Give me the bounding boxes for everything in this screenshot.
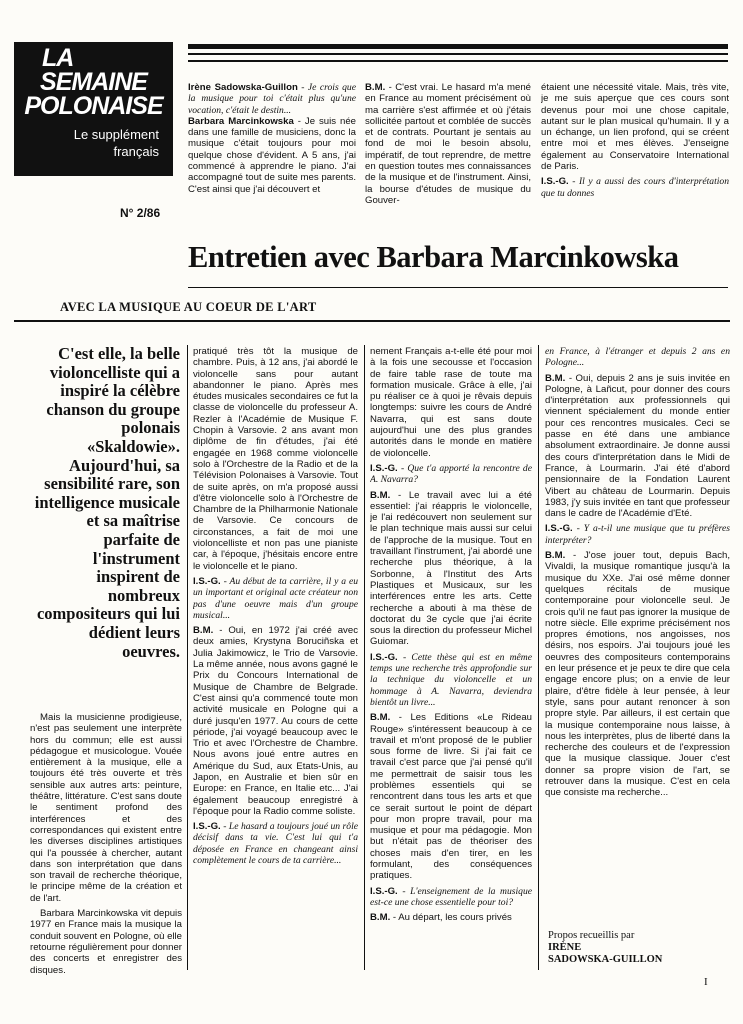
speaker-label: B.M. <box>365 82 386 93</box>
question-text: - Au début de ta carrière, il y a eu un important et original acte créateur non pas d'une oeuvre mais d'un groupe musical... <box>193 575 358 621</box>
answer-text: - J'ose jouer tout, depuis Bach, Vivaldi, la musique romantique jusqu'à la musique du XXe. J'ai osé même donner quelques récitals de musique contemporaine pour violoncelle seul. Je crois qu'il ne faut pas ignorer la musique de notre siècle. Elle exprime précisément nos propres émotions, nos angoisses, nos désirs, nos espoirs. J'ai toujours joué les oeuvres des compositeurs contemporains en leur présence et je peux te dire que cela engage encore plus; on a envie de leur plaire, d'être fidèle à leur pensée, à leur style, sans pour autant renoncer à son propre style. Par ailleurs, il est certain que la musique contemporaine nous laisse, à nous les interprètes, plus de liberté dans la recherche des couleurs et de l'expression que la musique classique. Jouer c'est donner sa propre vision de l'art, se retrouver dans la musique. C'est en cela que consiste ma recherche... <box>545 550 730 799</box>
issue-number: N° 2/86 <box>120 206 161 220</box>
answer-text: - Le travail avec lui a été essentiel: j'ai réappris le violoncelle, je l'ai redécouvert non seulement sur le plan technique mais aussi sur celui de l'approche de la musique. Tout en travaillant l'instrument, j'ai abordé une recherche plus théorique, à la Sorbonne, à l'Institut des Arts Plastiques et Musicaux, sur les interférences entre les arts. Cette recherche a abouti à ma thèse de doctorat du 3e cycle que j'ai écrite sous la direction du professeur Michel Guiomar. <box>370 489 532 648</box>
speaker-label: I.S.-G. <box>545 523 573 535</box>
speaker-label: I.S.-G. <box>370 462 398 474</box>
page-number: I <box>704 976 708 988</box>
speaker-label: B.M. <box>545 372 566 384</box>
speaker-label: B.M. <box>545 550 566 562</box>
body-paragraph: pratiqué très tôt la musique de chambre. Puis, à 12 ans, j'ai abordé le violoncelle sans pour autant abandonner le piano. Après mes études musicales secondaires ce fut la classe de violoncelle du professeur A. Rezler à l'Académie de Musique F. Chopin à Varsovie. 2 ans avant mon diplôme de fin d'études, j'ai été engagée en 1968 comme violoncelle solo à l'Orchestre de la Radio et de la Télévision Polonaises à Varsovie. Tout de suite après, on m'a proposé aussi d'être violoncelle solo à l'Orchestre de Chambre de la Philharmonie Nationale de Varsovie. Ce concours de circonstances, a fait de moi une violoncelliste et non pas une pianiste car, à l'époque, j'hésitais encore entre le violoncelle et le piano. <box>193 346 358 572</box>
speaker-label: Irène Sadowska-Guillon <box>188 82 298 93</box>
top-column-1 <box>188 82 356 222</box>
supplement-label-2: français <box>113 144 159 159</box>
question-text: - Le hasard a toujours joué un rôle décisif dans ta vie. C'est lui qui t'a déposée en France en changeant ainsi complètement le cours de ta carrière... <box>193 821 358 867</box>
speaker-label: I.S.-G. <box>370 651 398 663</box>
question-text: - Il y a aussi des cours d'interprétation que tu donnes <box>541 176 729 199</box>
credit-author-last: SADOWSKA-GUILLON <box>548 954 663 965</box>
credit-author-first: IRÈNE <box>548 942 582 953</box>
article-kicker: AVEC LA MUSIQUE AU COEUR DE L'ART <box>60 300 317 314</box>
question-text: - Cette thèse qui est en même temps une recherche très approfondie sur la technique du violoncelle et un hommage à A. Navarra, deviendra bientôt un livre... <box>370 651 532 708</box>
top-column-2 <box>365 82 531 222</box>
masthead-logo <box>14 42 173 176</box>
column-divider <box>364 345 365 970</box>
answer-text: - Oui, en 1972 j'ai créé avec deux amies, Krystyna Boruciñska et Julia Jakimowicz, le Trio de Varsovie. La même année, nous avons gagné le Prix du Concours International de Musique de Chambre de Belgrade. C'est ainsi qu'a commencé toute mon activité musicale en Pologne qui a duré jusqu'en 1977. Au cours de cette période, j'ai voyagé beaucoup avec le Trio et avec l'Orchestre de Chambre. Nous avons joué entre autres en Amérique du Sud, aux Etats-Unis, au Japon, en Australie et bien sûr en Europe: en France, en Italie etc... J'ai également beaucoup enregistré à l'époque pour la Radio comme soliste. <box>193 625 358 817</box>
question-text: - Y a-t-il une musique que tu préfères interpréter? <box>545 523 730 546</box>
credit-label: Propos recueillis par <box>548 930 635 941</box>
interview-credit <box>548 930 662 966</box>
question-text: - Que t'a apporté la rencontre de A. Navarra? <box>370 462 532 486</box>
answer-text: - Oui, depuis 2 ans je suis invitée en Pologne, à Lañcut, pour donner des cours d'interprétation aux professionnels qui viennent spécialement du monde entier pour ces rencontres musicales. Ceci se passe en été dans une ambiance absolument extraordinaire. Je donne aussi des cours d'interprétation dans le Midi de France, à Lourmarin. J'ai été d'abord pensionnaire de la Fondation Laurent Vibert au château de Lourmarin. Depuis 1983, j'y suis invitée en tant que professeur dans le cadre de l'Académie d'Eté. <box>545 372 730 520</box>
body-paragraph: nement Français a-t-elle été pour moi à la fois une secousse et l'occasion de faire table rase de toute ma formation musicale. Grâce à elle, j'ai pu réaliser ce à quoi je rêvais depuis longtemps: suivre les cours de André Navarra, qui est sans doute aujourd'hui une des plus grandes autorités dans le monde en matière de violoncelle. <box>370 346 532 459</box>
top-column-3 <box>541 82 729 222</box>
question-text: - Je crois que la musique pour toi c'était plus qu'une vocation, c'était le destin... <box>188 82 356 116</box>
speaker-label: I.S.-G. <box>370 885 398 897</box>
title-rule <box>188 287 728 288</box>
body-column-3 <box>370 346 532 976</box>
lower-left-column <box>30 712 182 980</box>
body-column-4 <box>545 346 730 924</box>
body-paragraph: Mais la musicienne prodigieuse, n'est pas seulement une interprète hors du commun; elle est aussi pédagogue et musicologue. Vouée entièrement à la musique, elle a toujours été très ouverte et très sensible aux autres arts: peinture, théâtre, littérature. C'est sans doute le sentiment profond des interférences et des correspondances qui existent entre les diverses disciplines artistiques qui l'a poussée à chercher, autant dans son interprétation que dans son travail de recherche théorique, le principe même de la création et de l'art. <box>30 712 182 904</box>
speaker-label: B.M. <box>370 712 391 724</box>
question-text: - L'enseignement de la musique est-ce une chose essentielle pour toi? <box>370 885 532 908</box>
question-text: en France, à l'étranger et depuis 2 ans en Pologne... <box>545 346 730 369</box>
answer-text: - Les Editions «Le Rideau Rouge» s'intéressent beaucoup à ce travail et m'ont proposé de le publier sous forme de livre. Si j'ai fait ce travail c'est parce que j'ai pensé qu'il me permettrait de saisir tous les problèmes essentiels qui se rencontrent dans tous les arts et que ce serait surtout le point de départ pour mon propre travail, pour ma musique et pour ma pédagogie. Mon but n'était pas de théoriser des choses mais d'en tirer, en les formulant, des conséquences pratiques. <box>370 712 532 882</box>
logo-line-1: LA <box>42 44 74 72</box>
intro-standfirst: C'est elle, la belle violoncelliste qui a inspiré la célèbre chanson du groupe polonais «Skaldowie». Aujourd'hui, sa sensibilité rare, son intelligence musicale et sa maîtrise parfaite de l'instrument inspirent de nombreux compositeurs qui lui dédient leurs oeuvres. <box>34 344 180 661</box>
speaker-label: B.M. <box>193 625 214 637</box>
logo-line-3: POLONAISE <box>24 92 163 120</box>
answer-text: - Je suis née dans une famille de musiciens, donc la musique c'était toujours pour moi quelque chose d'évident. A 5 ans, j'ai commencé à apprendre le piano. J'ai accompagné tout de suite mes parents. C'est ainsi que j'ai découvert et <box>188 115 356 195</box>
supplement-label-1: Le supplément <box>73 127 159 142</box>
speaker-label: B.M. <box>370 489 391 501</box>
column-divider <box>187 345 188 970</box>
top-rule <box>188 44 728 49</box>
logo-line-2: SEMAINE <box>40 68 147 96</box>
body-column-2 <box>193 346 358 976</box>
speaker-label: B.M. <box>370 912 391 924</box>
speaker-label: Barbara Marcinkowska <box>188 115 294 127</box>
top-rule-thin-2 <box>188 60 728 62</box>
top-rule-thin <box>188 53 728 55</box>
speaker-label: I.S.-G. <box>193 821 221 833</box>
answer-text: - Au départ, les cours privés <box>390 912 512 924</box>
column-divider <box>538 345 539 970</box>
kicker-rule <box>14 320 730 322</box>
speaker-label: I.S.-G. <box>193 575 221 587</box>
body-paragraph: Barbara Marcinkowska vit depuis 1977 en France mais la musique la conduit souvent en Pologne, où elle retourne régulièrement pour donner des concerts et enregistrer des disques. <box>30 908 182 976</box>
speaker-label: I.S.-G. <box>541 176 569 188</box>
article-title: Entretien avec Barbara Marcinkowska <box>188 240 679 274</box>
answer-text: étaient une nécessité vitale. Mais, très vite, je me suis aperçue que ces cours sont devenus pour moi une chose capitale, autant sur le plan musical qu'humain. Il y a un échange, un lien profond, qui se créent entre moi et mes élèves. J'enseigne également au Conservatoire International de Paris. <box>541 82 729 173</box>
answer-text: - C'est vrai. Le hasard m'a mené en France au moment précisément où ma carrière s'est affirmée et où j'étais sollicitée partout et comblée de succès et de contrats. Pourtant je sentais au fond de moi le besoin absolu, impératif, de tout reprendre, de mettre en question toutes mes connaissances de la musique et de l'instrument. Ainsi, la bourse d'études de musique du Gouver- <box>365 82 531 206</box>
